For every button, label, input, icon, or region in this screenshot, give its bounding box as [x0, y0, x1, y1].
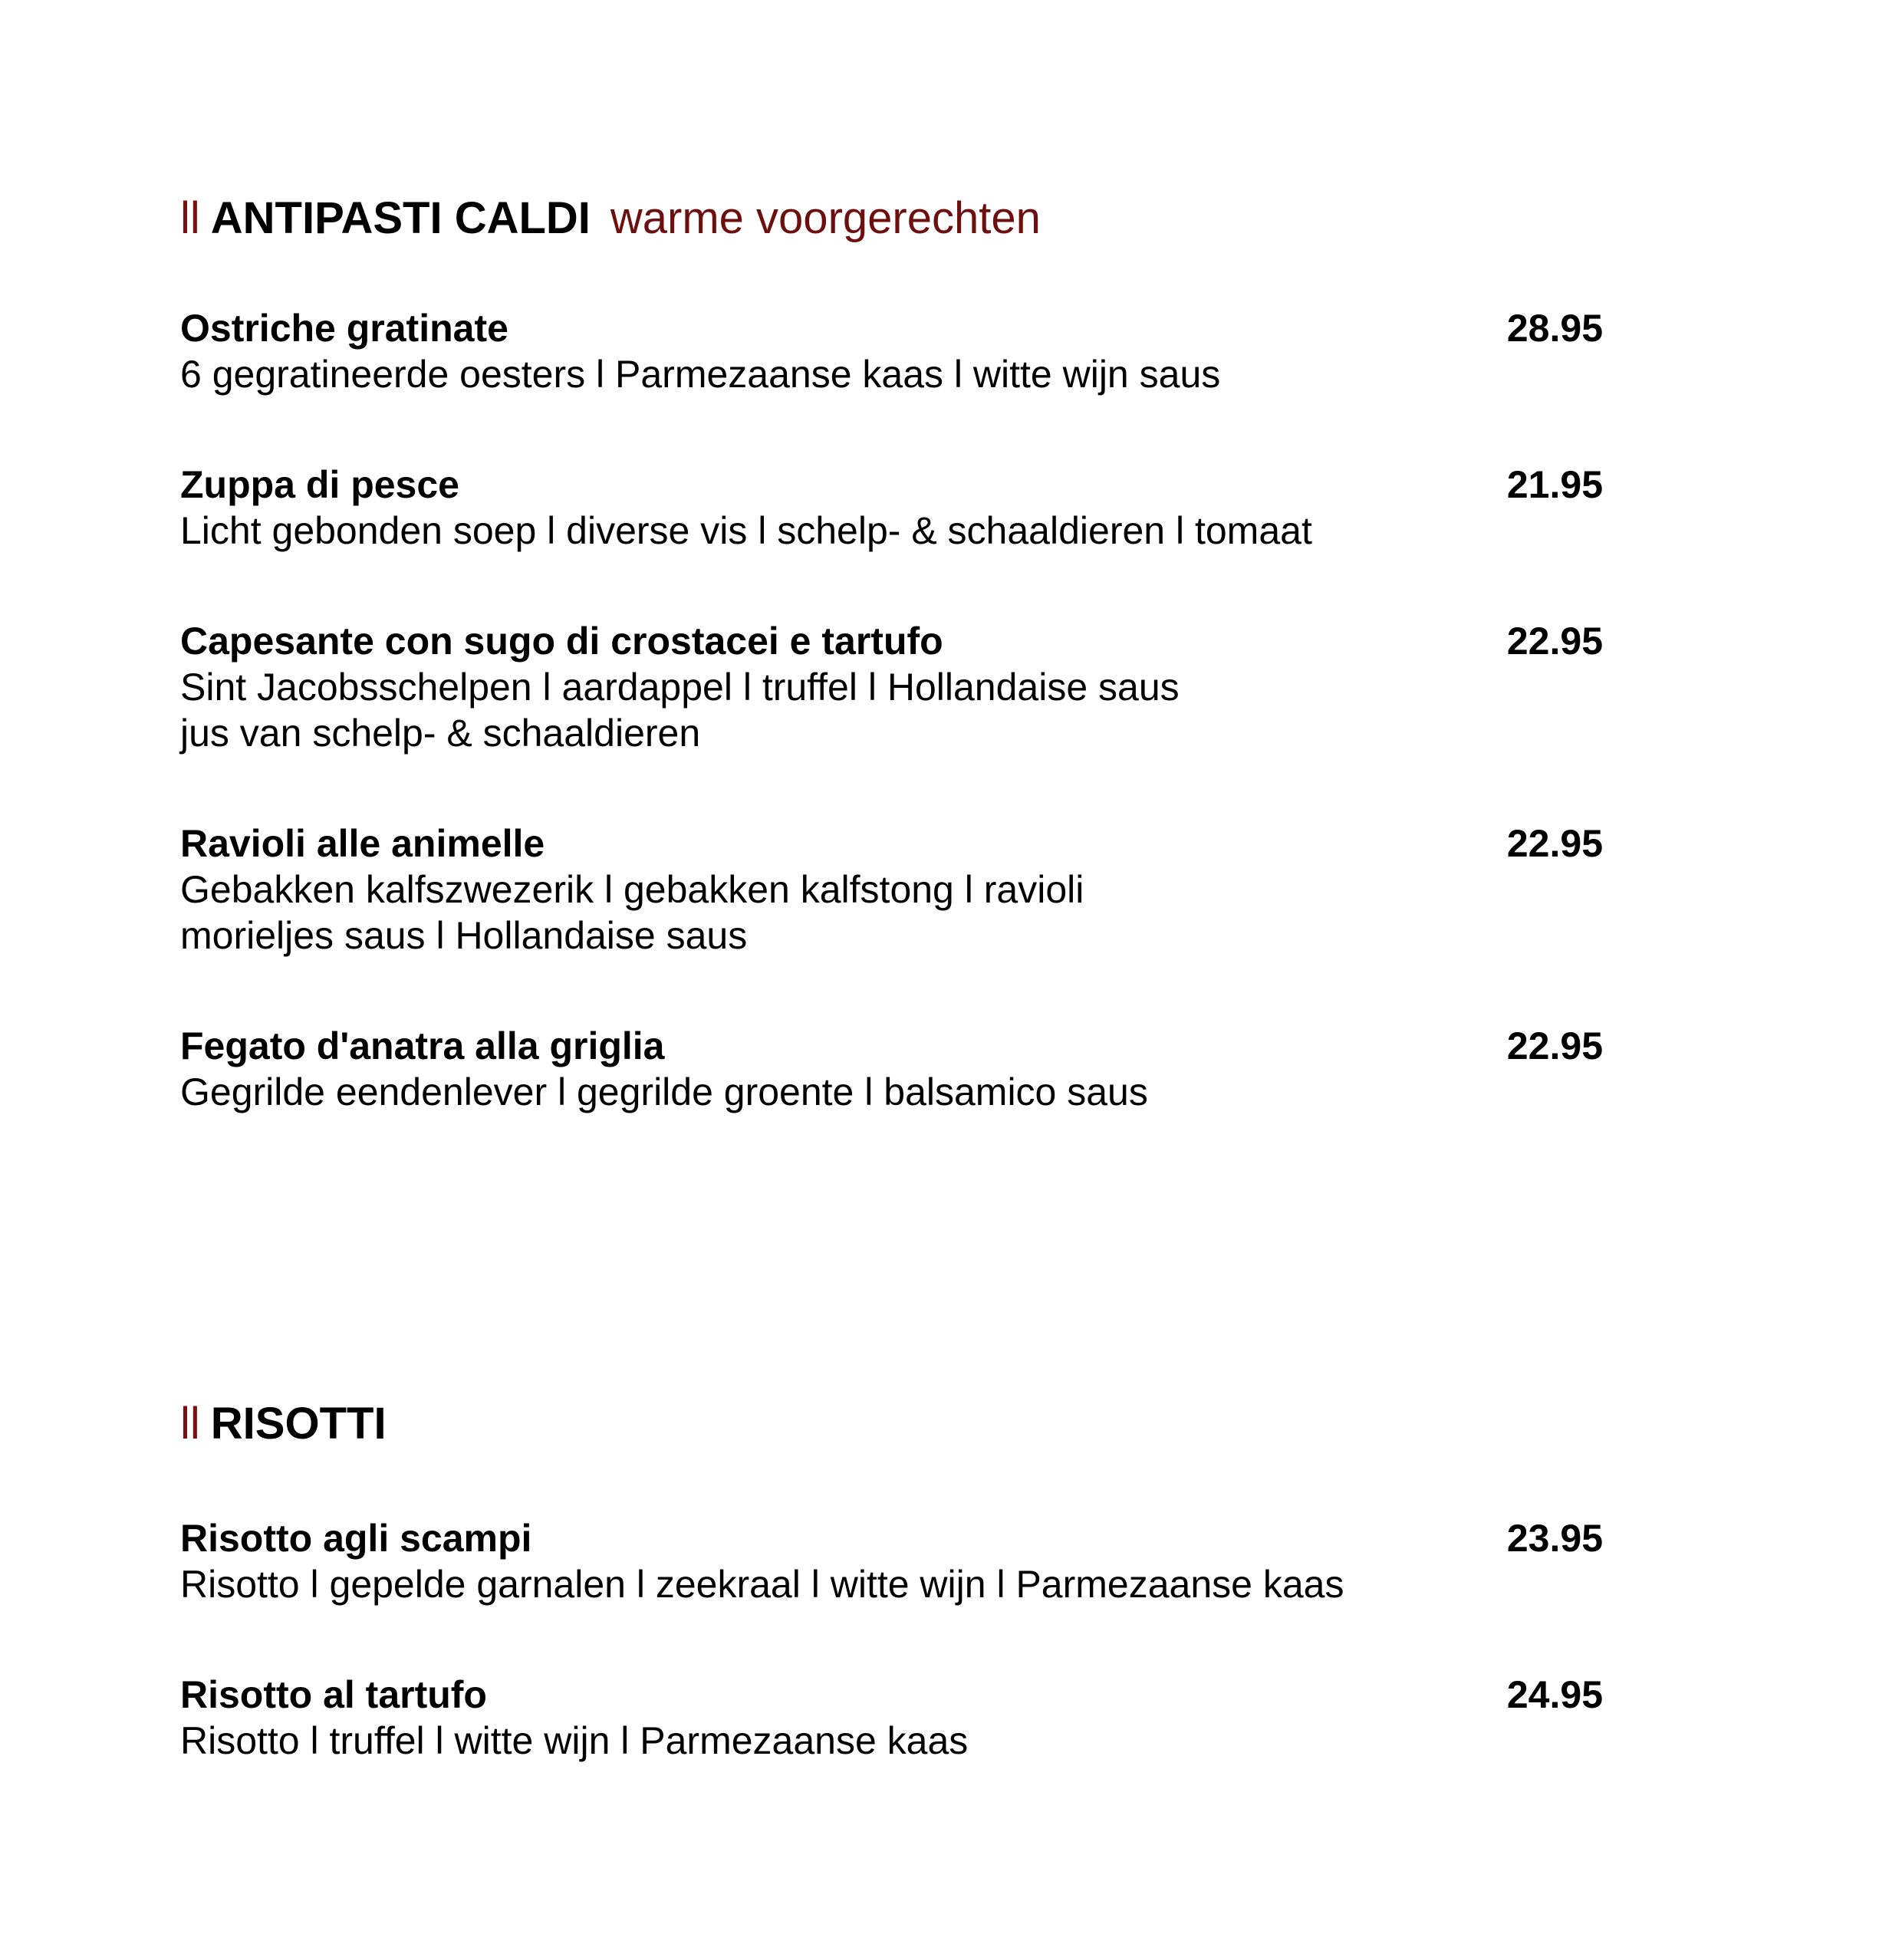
menu-item: [180, 1023, 1722, 1115]
item-name: Risotto al tartufo: [180, 1673, 487, 1716]
item-name: Zuppa di pesce: [180, 463, 459, 506]
item-description: Risotto l gepelde garnalen l zeekraal l witte wijn l Parmezaanse kaas: [180, 1563, 1344, 1606]
item-price: 22.95: [1506, 1024, 1603, 1067]
menu-item: [180, 305, 1722, 397]
item-description: Gegrilde eendenlever l gegrilde groente l balsamico saus: [180, 1070, 1148, 1113]
menu-item: [180, 462, 1722, 554]
item-name: Ostriche gratinate: [180, 307, 508, 350]
section-title: RISOTTI: [210, 1399, 387, 1449]
menu-item: [180, 821, 1722, 959]
section-marker: ll: [180, 193, 200, 243]
item-description: 6 gegratineerde oesters l Parmezaanse kaas l witte wijn saus: [180, 353, 1221, 396]
item-price: 23.95: [1506, 1517, 1603, 1560]
section-heading: [180, 192, 1041, 245]
section-title: ANTIPASTI CALDI: [210, 193, 591, 243]
item-list: [180, 305, 1722, 1115]
item-name: Ravioli alle animelle: [180, 822, 545, 865]
item-description-line-2: jus van schelp- & schaaldieren: [180, 712, 701, 755]
item-price: 21.95: [1506, 463, 1603, 506]
item-list: [180, 1515, 1722, 1764]
item-description: Risotto l truffel l witte wijn l Parmezaanse kaas: [180, 1719, 969, 1762]
item-description: Sint Jacobsschelpen l aardappel l truffel l Hollandaise saus: [180, 666, 1180, 709]
item-description-line-2: morieljes saus l Hollandaise saus: [180, 914, 748, 957]
menu-item: [180, 1672, 1722, 1764]
item-price: 28.95: [1506, 307, 1603, 350]
item-description: Licht gebonden soep l diverse vis l schelp- & schaaldieren l tomaat: [180, 509, 1312, 552]
menu-item: [180, 1515, 1722, 1607]
item-description: Gebakken kalfszwezerik l gebakken kalfstong l ravioli: [180, 868, 1084, 911]
menu-item: [180, 618, 1722, 756]
item-price: 24.95: [1506, 1673, 1603, 1716]
item-name: Fegato d'anatra alla griglia: [180, 1024, 665, 1067]
item-name: Capesante con sugo di crostacei e tartufo: [180, 620, 943, 663]
section-subtitle: warme voorgerechten: [610, 193, 1041, 243]
section-heading: [180, 1397, 387, 1451]
item-name: Risotto agli scampi: [180, 1517, 532, 1560]
item-price: 22.95: [1506, 620, 1603, 663]
item-price: 22.95: [1506, 822, 1603, 865]
section-marker: ll: [180, 1399, 200, 1449]
